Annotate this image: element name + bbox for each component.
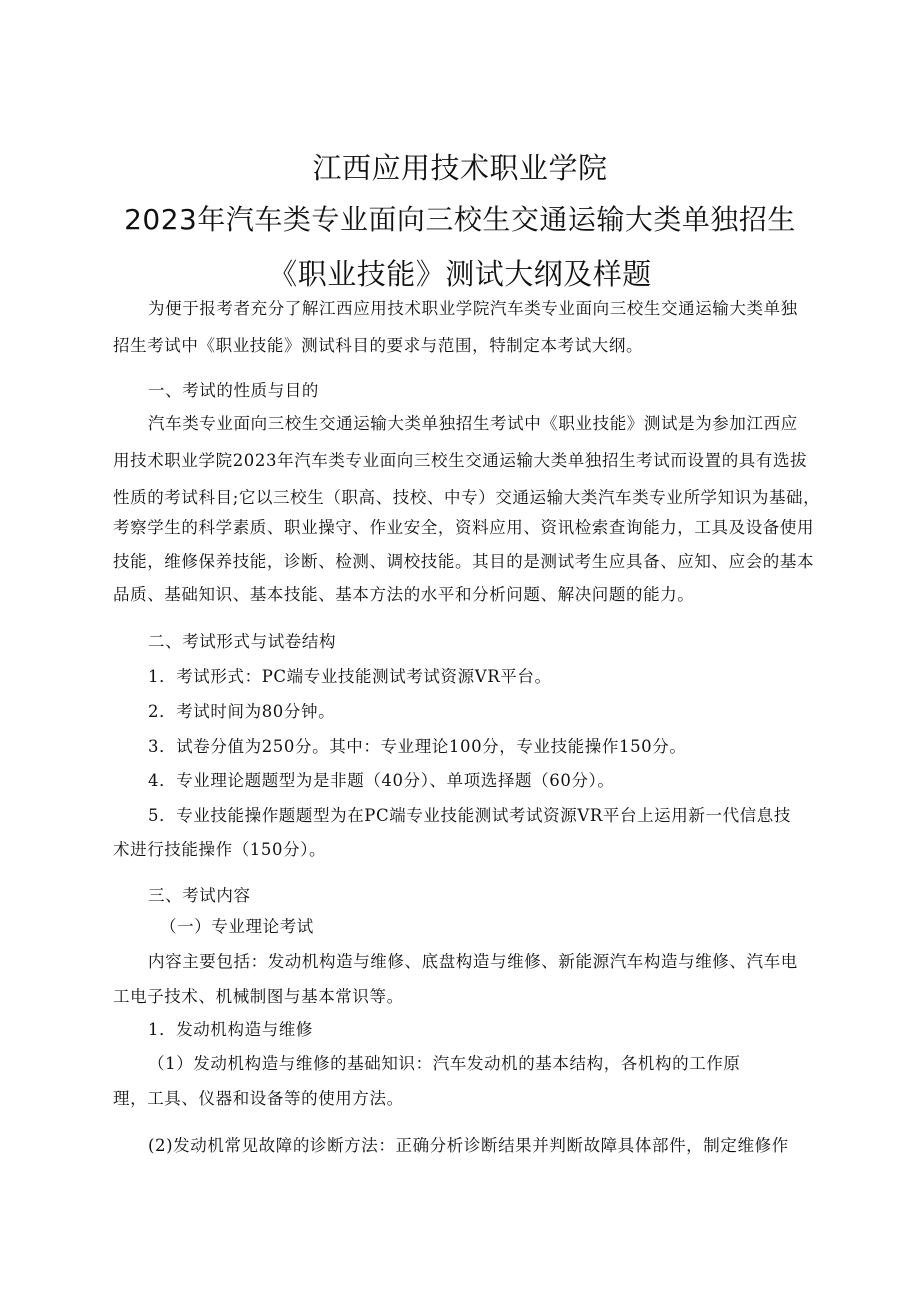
section-heading-nature-purpose: 一、考试的性质与目的 xyxy=(148,381,319,400)
engine-point-line: （1）发动机构造与维修的基础知识：汽车发动机的基本结构，各机构的工作原 xyxy=(148,1054,741,1073)
section1-paragraph-line: 汽车类专业面向三校生交通运输大类单独招生考试中《职业技能》测试是为参加江西应 xyxy=(148,414,798,433)
document-title-institution: 江西应用技术职业学院 xyxy=(312,151,608,185)
section-heading-exam-format: 二、考试形式与试卷结构 xyxy=(148,632,337,651)
intro-paragraph-line: 招生考试中《职业技能》测试科目的要求与范围，特制定本考试大纲。 xyxy=(113,336,644,355)
theory-content-line: 工电子技术、机械制图与基本常识等。 xyxy=(113,987,404,1006)
exam-format-item: 5．专业技能操作题题型为在PC端专业技能测试考试资源VR平台上运用新一代信息技 xyxy=(148,806,791,825)
section1-paragraph-line: 品质、基础知识、基本技能、基本方法的水平和分析问题、解决问题的能力。 xyxy=(113,585,695,604)
section-heading-exam-content: 三、考试内容 xyxy=(148,886,251,905)
exam-format-item: 4．专业理论题题型为是非题（40分）、单项选择题（60分）。 xyxy=(148,771,615,790)
subsection-heading-theory: （一）专业理论考试 xyxy=(160,917,314,936)
document-title-subject: 《职业技能》测试大纲及样题 xyxy=(268,257,652,291)
section1-paragraph-line: 性质的考试科目;它以三校生（职高、技校、中专）交通运输大类汽车类专业所学知识为基础， xyxy=(113,488,821,507)
document-title-exam: 2023年汽车类专业面向三校生交通运输大类单独招生 xyxy=(124,203,796,236)
exam-format-item-continuation: 术进行技能操作（150分）。 xyxy=(113,840,327,859)
theory-content-line: 内容主要包括：发动机构造与维修、底盘构造与维修、新能源汽车构造与维修、汽车电 xyxy=(148,952,798,971)
exam-format-item: 1．考试形式：PC端专业技能测试考试资源VR平台。 xyxy=(148,667,552,686)
engine-point-line: (2)发动机常见故障的诊断方法：正确分析诊断结果并判断故障具体部件，制定维修作 xyxy=(148,1136,789,1155)
section1-paragraph-line: 技能，维修保养技能，诊断、检测、调校技能。其目的是测试考生应具备、应知、应会的基本 xyxy=(113,552,815,571)
intro-paragraph-line: 为便于报考者充分了解江西应用技术职业学院汽车类专业面向三校生交通运输大类单独 xyxy=(148,299,798,318)
section1-paragraph-line: 考察学生的科学素质、职业操守、作业安全，资料应用、资讯检索查询能力，工具及设备使用 xyxy=(113,518,815,537)
section1-paragraph-line: 用技术职业学院2023年汽车类专业面向三校生交通运输大类单独招生考试而设置的具有选拔 xyxy=(113,451,808,470)
engine-point-line: 理，工具、仪器和设备等的使用方法。 xyxy=(113,1089,404,1108)
exam-format-item: 3．试卷分值为250分。其中：专业理论100分，专业技能操作150分。 xyxy=(148,737,687,756)
content-item-engine: 1．发动机构造与维修 xyxy=(148,1020,313,1039)
exam-format-item: 2．考试时间为80分钟。 xyxy=(148,702,336,721)
